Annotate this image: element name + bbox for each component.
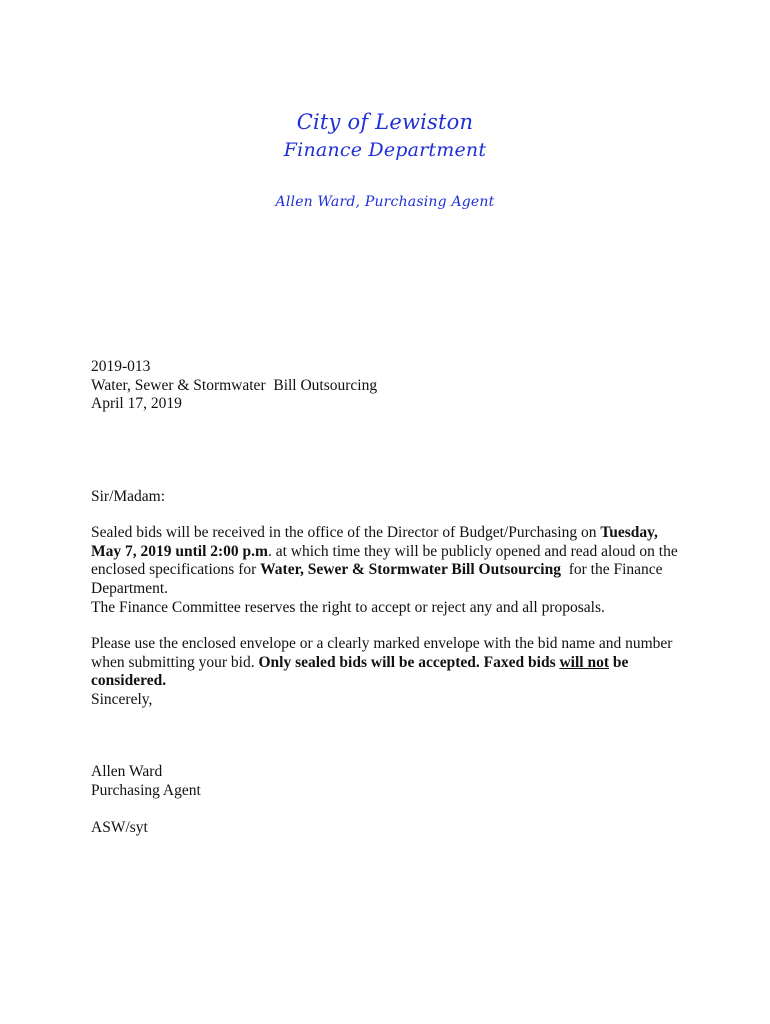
letter-date: April 17, 2019 (91, 395, 182, 412)
considered-text: be considered. (91, 653, 629, 689)
closing: Sincerely, (91, 691, 153, 708)
letterhead-agent: Allen Ward, Purchasing Agent (275, 194, 495, 210)
typist-initials: ASW/syt (91, 819, 148, 836)
paragraph-text: Sealed bids will be received in the office of the Director of Budget/Purchasing on (91, 524, 601, 541)
signer-title: Purchasing Agent (91, 781, 201, 799)
paragraph-reservation: The Finance Committee reserves the right to accept or reject any and all proposals. (91, 599, 605, 616)
salutation: Sir/Madam: (91, 488, 166, 505)
will-not-emphasis: will not (559, 653, 610, 671)
paragraph-text: for the Finance Department. (91, 561, 667, 597)
signer-name: Allen Ward (91, 763, 163, 780)
signature-block (91, 763, 691, 800)
sealed-bids-notice: Only sealed bids will be accepted. Faxed bids (258, 653, 560, 671)
paragraph-text: . at which time they will be publicly opened and read aloud on the enclosed specifications for (91, 542, 678, 578)
paragraph-text: Please use the enclosed envelope or a clearly marked envelope with the bid name and number when submitting your bid. (91, 635, 673, 671)
bid-subject: Water, Sewer & Stormwater Bill Outsourcing (91, 376, 378, 394)
reference-block (91, 358, 691, 414)
project-name: Water, Sewer & Stormwater Bill Outsourcing (260, 561, 561, 578)
paragraph-bid-details (91, 524, 686, 598)
bid-number: 2019-013 (91, 358, 151, 375)
letterhead-department: Finance Department (283, 139, 487, 161)
paragraph-submission (91, 635, 691, 691)
letterhead-city: City of Lewiston (296, 110, 474, 134)
bid-deadline: Tuesday, May 7, 2019 until 2:00 p.m (91, 524, 658, 560)
